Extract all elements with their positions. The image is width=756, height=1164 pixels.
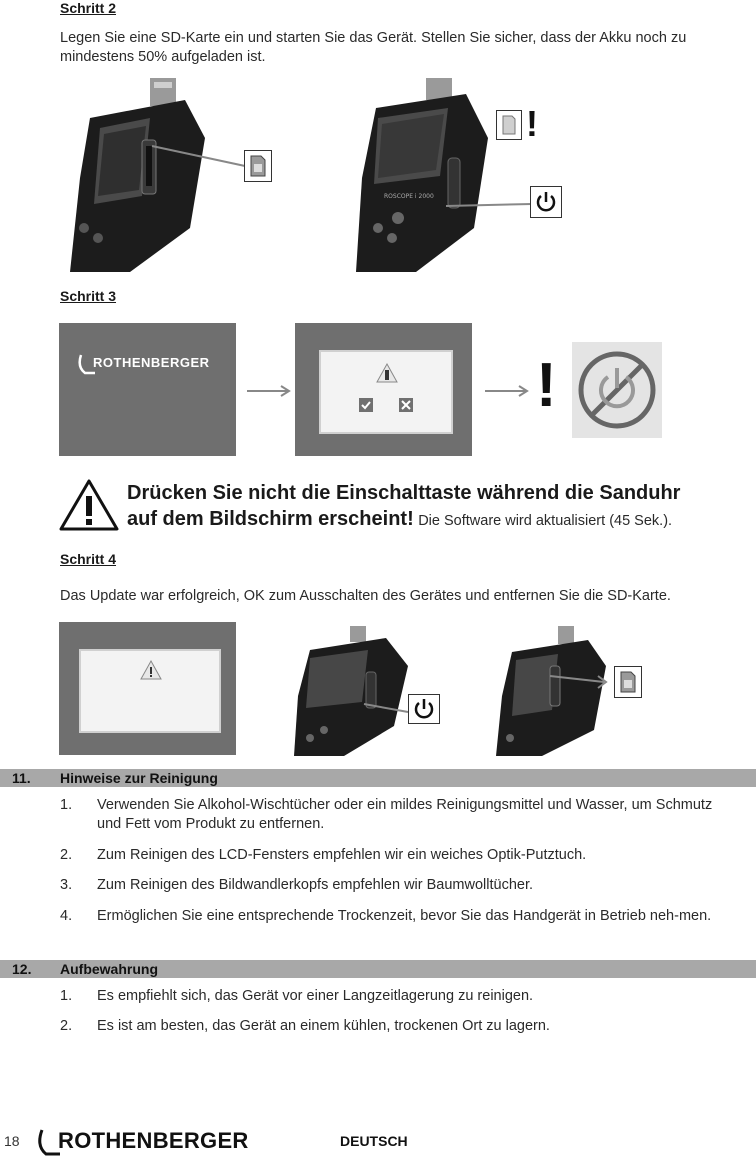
list-item-text: Es empfiehlt sich, das Gerät vor einer Langzeitlagerung zu reinigen. xyxy=(97,988,534,1004)
arrow-right-icon xyxy=(245,383,293,399)
arrow-to-sd-icon xyxy=(548,672,612,692)
exclamation-icon: ! xyxy=(536,351,557,420)
arrow-right-icon xyxy=(483,383,531,399)
list-item-number: 2. xyxy=(60,847,73,863)
section-11-number: 11. xyxy=(12,770,31,786)
list-item-text: Ermöglichen Sie eine entsprechende Trockenzeit, bevor Sie das Handgerät in Betrieb neh-men. xyxy=(97,908,712,924)
section-11-title: Hinweise zur Reinigung xyxy=(60,770,218,786)
check-icon xyxy=(359,398,373,412)
step2-heading: Schritt 2 xyxy=(60,0,117,16)
step4-heading: Schritt 4 xyxy=(60,551,117,567)
list-item-number: 4. xyxy=(60,908,73,924)
update-dialog xyxy=(319,350,453,434)
arrow-to-power-icon xyxy=(362,700,412,720)
warning-triangle-icon xyxy=(58,478,120,532)
page-number: 18 xyxy=(4,1133,20,1149)
sd-card-icon xyxy=(496,110,522,140)
no-power-icon xyxy=(572,342,662,438)
list-item-text: Verwenden Sie Alkohol-Wischtücher oder ein mildes Reinigungsmittel und Wasser, um Schmutz und Fett vom Produkt zu entfernen. xyxy=(97,797,713,832)
footer-language: DEUTSCH xyxy=(340,1133,408,1149)
section-11-header xyxy=(0,769,756,787)
step2-text: Legen Sie eine SD-Karte ein und starten Sie das Gerät. Stellen Sie sicher, dass der Akku noch zu mindestens 50% aufgeladen ist. xyxy=(60,30,687,65)
warning-bold-line1: Drücken Sie nicht die Einschalttaste während die Sanduhr xyxy=(127,482,681,504)
brand-logo xyxy=(36,1126,260,1158)
list-item-number: 3. xyxy=(60,877,73,893)
boot-screen-logo xyxy=(59,323,236,456)
device-image-front xyxy=(356,78,490,272)
warning-bold-line2: auf dem Bildschirm erscheint! xyxy=(127,508,414,530)
power-icon xyxy=(530,186,562,218)
hourglass-icon xyxy=(375,362,399,386)
list-item-number: 1. xyxy=(60,797,73,813)
update-dialog-screen xyxy=(295,323,472,456)
success-dialog-screen xyxy=(59,622,236,755)
warning-line2 xyxy=(127,506,672,534)
warning-triangle-icon xyxy=(139,659,163,681)
list-item-number: 1. xyxy=(60,988,73,1004)
power-icon xyxy=(408,694,440,724)
warning-normal: Die Software wird aktualisiert (45 Sek.). xyxy=(418,513,673,529)
sd-card-icon xyxy=(244,150,272,182)
brand-logo-text: ROTHENBERGER xyxy=(58,1128,249,1153)
section-12-number: 12. xyxy=(12,961,32,977)
list-item-number: 2. xyxy=(60,1018,73,1034)
x-icon xyxy=(399,398,413,412)
device-image-power-off xyxy=(294,626,410,756)
list-item-text: Zum Reinigen des Bildwandlerkopfs empfehlen wir Baumwolltücher. xyxy=(97,877,534,893)
arrow-to-power-icon xyxy=(444,196,536,216)
section-12-title: Aufbewahrung xyxy=(60,961,158,977)
step4-text: Das Update war erfolgreich, OK zum Ausschalten des Gerätes und entfernen Sie die SD-Karte. xyxy=(60,588,671,604)
device-image-sd-slot xyxy=(70,78,210,272)
arrow-to-sd-icon xyxy=(150,140,250,170)
list-item-text: Es ist am besten, das Gerät an einem kühlen, trockenen Ort zu lagern. xyxy=(97,1018,550,1034)
success-dialog xyxy=(79,649,221,733)
step3-heading: Schritt 3 xyxy=(60,288,117,304)
sd-card-icon xyxy=(614,666,642,698)
svg-text:ROSCOPE i 2000: ROSCOPE i 2000 xyxy=(384,193,434,200)
section-12-header xyxy=(0,960,756,978)
list-item-text: Zum Reinigen des LCD-Fensters empfehlen wir ein weiches Optik-Putztuch. xyxy=(97,847,587,863)
boot-logo-text: ROTHENBERGER xyxy=(93,355,210,370)
exclamation-icon: ! xyxy=(526,103,538,144)
